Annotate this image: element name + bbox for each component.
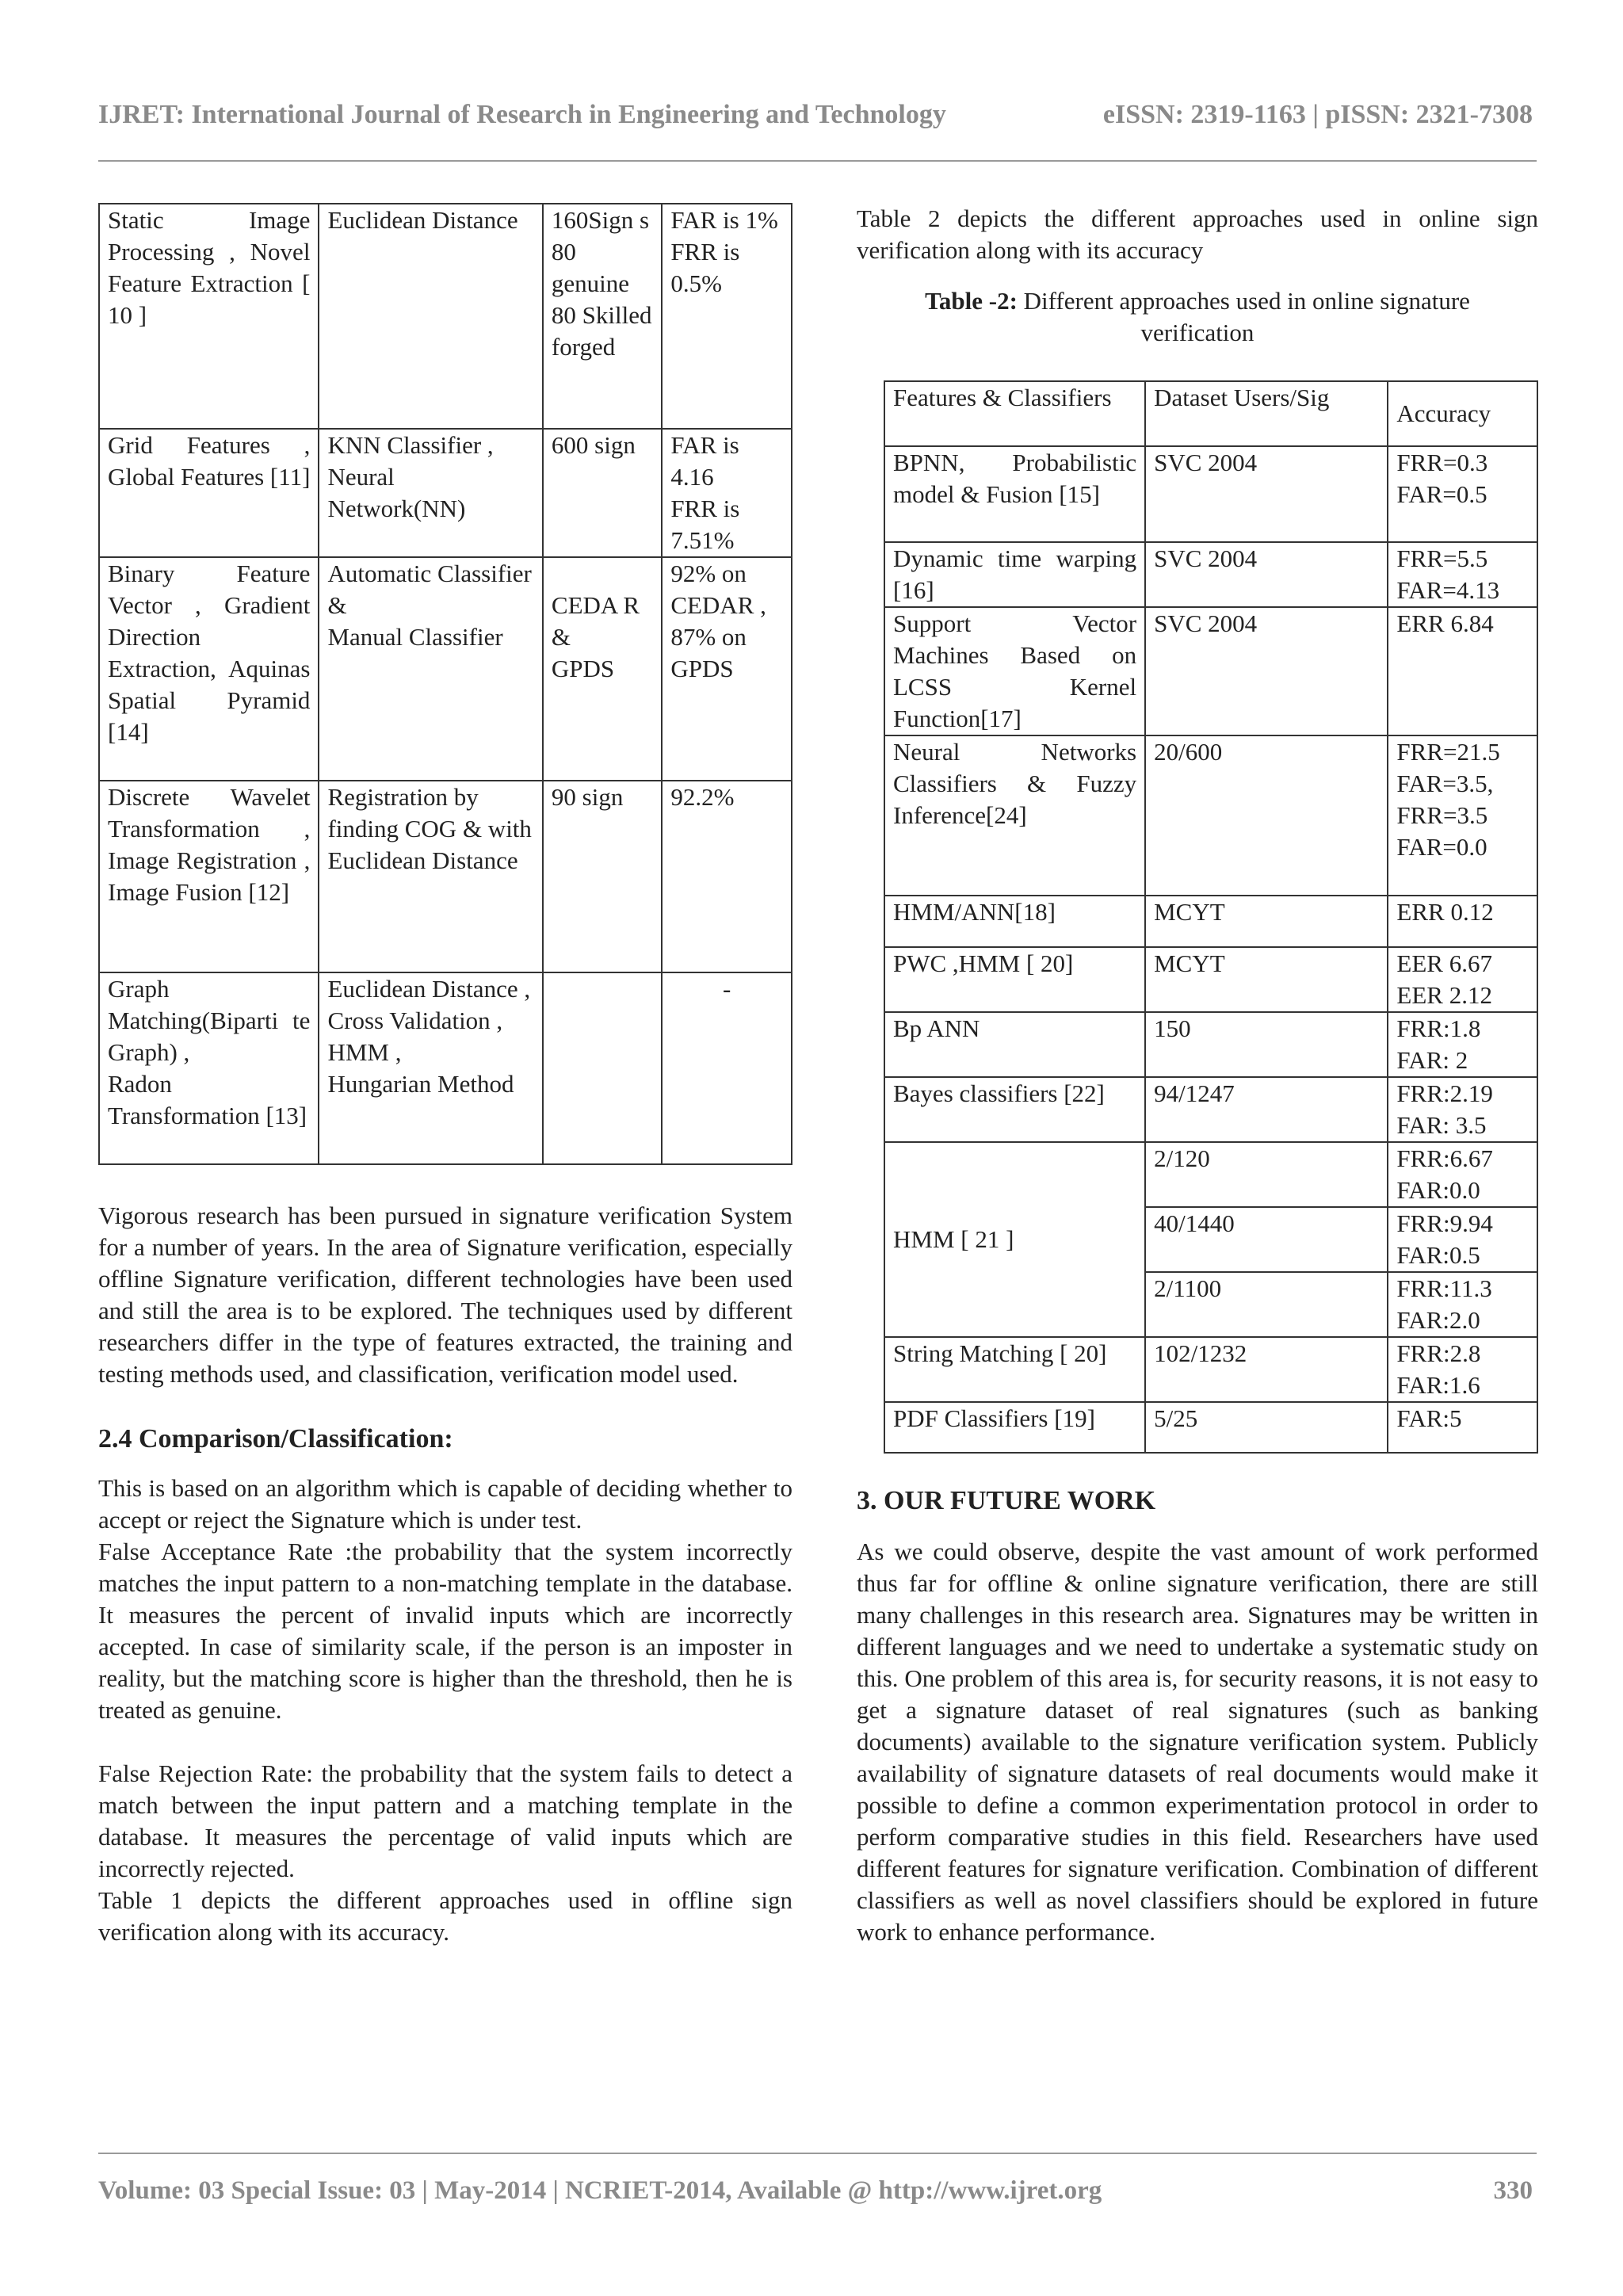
dataset-cell: SVC 2004 bbox=[1145, 446, 1388, 542]
dataset-cell: 102/1232 bbox=[1145, 1337, 1388, 1402]
features-cell: HMM/ANN[18] bbox=[884, 896, 1145, 947]
dataset-cell: 2/1100 bbox=[1145, 1272, 1388, 1337]
footer-rule bbox=[98, 2153, 1537, 2154]
accuracy-cell: FRR=5.5 FAR=4.13 bbox=[1388, 542, 1537, 607]
right-column bbox=[857, 203, 1538, 1948]
classifier-cell: Automatic Classifier & Manual Classifier bbox=[319, 557, 542, 781]
features-cell: PWC ,HMM [ 20] bbox=[884, 947, 1145, 1012]
page-number: 330 bbox=[1493, 2176, 1533, 2205]
accuracy-cell: 92.2% bbox=[662, 781, 792, 972]
table-row bbox=[884, 542, 1537, 607]
table-row bbox=[884, 896, 1537, 947]
offline-approaches-table bbox=[98, 203, 792, 1165]
dataset-cell: 160Sign s 80 genuine 80 Skilled forged bbox=[543, 204, 662, 429]
features-cell: PDF Classifiers [19] bbox=[884, 1402, 1145, 1453]
dataset-cell: 150 bbox=[1145, 1012, 1388, 1077]
journal-title: IJRET: International Journal of Research in Engineering and Technology bbox=[98, 100, 946, 129]
accuracy-cell: EER 6.67 EER 2.12 bbox=[1388, 947, 1537, 1012]
table-row bbox=[884, 1142, 1537, 1207]
body-paragraph: Table 2 depicts the different approaches used in online sign verification along with its accuracy bbox=[857, 204, 1538, 264]
body-paragraph: Table 1 depicts the different approaches used in offline sign verification along with its accuracy. bbox=[98, 1886, 792, 1946]
classifier-cell: KNN Classifier , Neural Network(NN) bbox=[319, 429, 542, 557]
features-cell: Dynamic time warping [16] bbox=[884, 542, 1145, 607]
accuracy-cell: FRR=21.5 FAR=3.5, FRR=3.5 FAR=0.0 bbox=[1388, 735, 1537, 896]
classifier-cell: Euclidean Distance , Cross Validation , HMM , Hungarian Method bbox=[319, 972, 542, 1164]
table-row bbox=[99, 204, 792, 429]
table-row bbox=[99, 781, 792, 972]
body-paragraph: Vigorous research has been pursued in signature verification System for a number of years. In the area of Signature verification, especially offline Signature verification, different technologies have been used and still the area is to be explored. The techniques used by different researchers differ in the type of features extracted, the training and testing methods used, and classification, verification model used. bbox=[98, 1201, 792, 1388]
features-cell: String Matching [ 20] bbox=[884, 1337, 1145, 1402]
body-paragraph: This is based on an algorithm which is capable of deciding whether to accept or reject the Signature which is under test. bbox=[98, 1474, 792, 1534]
accuracy-cell: FRR:1.8 FAR: 2 bbox=[1388, 1012, 1537, 1077]
accuracy-cell: - bbox=[662, 972, 792, 1164]
running-footer bbox=[98, 2176, 1533, 2206]
col-header-features: Features & Classifiers bbox=[884, 381, 1145, 446]
dataset-cell: 2/120 bbox=[1145, 1142, 1388, 1207]
dataset-cell: SVC 2004 bbox=[1145, 607, 1388, 735]
features-cell: Bayes classifiers [22] bbox=[884, 1077, 1145, 1142]
table-row bbox=[99, 557, 792, 781]
table-row bbox=[884, 735, 1537, 896]
method-cell: Binary Feature Vector , Gradient Direction Extraction, Aquinas Spatial Pyramid [14] bbox=[99, 557, 319, 781]
running-header bbox=[98, 100, 1533, 130]
accuracy-cell: FAR is 1% FRR is 0.5% bbox=[662, 204, 792, 429]
col-header-dataset: Dataset Users/Sig bbox=[1145, 381, 1388, 446]
volume-info: Volume: 03 Special Issue: 03 | May-2014 | NCRIET-2014, Available @ http://www.ijret.org bbox=[98, 2176, 1102, 2205]
features-cell: Support Vector Machines Based on LCSS Kernel Function[17] bbox=[884, 607, 1145, 735]
accuracy-cell: FAR:5 bbox=[1388, 1402, 1537, 1453]
body-paragraph: False Rejection Rate: the probability that the system fails to detect a match between the input pattern and a matching template in the database. It measures the percentage of valid inputs which are incorrectly rejected. bbox=[98, 1759, 792, 1882]
method-cell: Grid Features , Global Features [11] bbox=[99, 429, 319, 557]
accuracy-cell: ERR 6.84 bbox=[1388, 607, 1537, 735]
table-row bbox=[884, 1337, 1537, 1402]
dataset-cell: MCYT bbox=[1145, 896, 1388, 947]
accuracy-cell: FRR:2.8 FAR:1.6 bbox=[1388, 1337, 1537, 1402]
section-heading-3: 3. OUR FUTURE WORK bbox=[857, 1486, 1156, 1515]
body-paragraph: As we could observe, despite the vast amount of work performed thus far for offline & online signature verification, there are still many challenges in this research area. Signatures may be written in different languages and we need to undertake a systematic study on this. One problem of this area is, for security reasons, it is not easy to get a signature dataset of real signatures (such as banking documents) available to the signature verification system. Publicly availability of signature datasets of real documents would make it possible to define a common experimentation protocol in order to perform comparative studies in this field. Researchers have used different features for signature verification. Combination of different classifiers as well as novel classifiers should be explored in future work to enhance performance. bbox=[857, 1538, 1538, 1946]
table-row bbox=[884, 947, 1537, 1012]
dataset-cell bbox=[543, 972, 662, 1164]
accuracy-cell: ERR 0.12 bbox=[1388, 896, 1537, 947]
body-paragraph: False Acceptance Rate :the probability that the system incorrectly matches the input pattern to a non-matching template in the database. It measures the percent of invalid inputs which are incorrectly accepted. In case of similarity scale, if the person is an imposter in reality, but the matching score is higher than the threshold, then he is treated as genuine. bbox=[98, 1538, 792, 1724]
accuracy-cell: FRR:9.94 FAR:0.5 bbox=[1388, 1207, 1537, 1272]
header-rule bbox=[98, 160, 1537, 162]
features-cell: Bp ANN bbox=[884, 1012, 1145, 1077]
table-row bbox=[99, 972, 792, 1164]
method-cell: Discrete Wavelet Transformation , Image Registration , Image Fusion [12] bbox=[99, 781, 319, 972]
classifier-cell: Registration by finding COG & with Euclidean Distance bbox=[319, 781, 542, 972]
dataset-cell: MCYT bbox=[1145, 947, 1388, 1012]
table-row bbox=[884, 1077, 1537, 1142]
accuracy-cell: 92% on CEDAR , 87% on GPDS bbox=[662, 557, 792, 781]
caption-label: Table -2: bbox=[925, 287, 1018, 315]
dataset-cell: 20/600 bbox=[1145, 735, 1388, 896]
method-cell: Graph Matching(Biparti te Graph) , Radon Transformation [13] bbox=[99, 972, 319, 1164]
method-cell: Static Image Processing , Novel Feature Extraction [ 10 ] bbox=[99, 204, 319, 429]
left-column bbox=[98, 203, 792, 1948]
features-cell-hmm: HMM [ 21 ] bbox=[884, 1142, 1145, 1337]
issn: eISSN: 2319-1163 | pISSN: 2321-7308 bbox=[1102, 100, 1533, 129]
table-row bbox=[884, 1012, 1537, 1077]
dataset-cell: 90 sign bbox=[543, 781, 662, 972]
caption-text: Different approaches used in online signature verification bbox=[1017, 287, 1470, 346]
online-approaches-table bbox=[884, 380, 1538, 1454]
col-header-accuracy: Accuracy bbox=[1388, 381, 1537, 446]
section-heading-2-4: 2.4 Comparison/Classification: bbox=[98, 1424, 453, 1454]
classifier-cell: Euclidean Distance bbox=[319, 204, 542, 429]
dataset-cell: 5/25 bbox=[1145, 1402, 1388, 1453]
table-row bbox=[884, 607, 1537, 735]
dataset-cell: 40/1440 bbox=[1145, 1207, 1388, 1272]
dataset-cell: 94/1247 bbox=[1145, 1077, 1388, 1142]
table-header-row bbox=[884, 381, 1537, 446]
accuracy-cell: FRR:6.67 FAR:0.0 bbox=[1388, 1142, 1537, 1207]
accuracy-cell: FRR:2.19 FAR: 3.5 bbox=[1388, 1077, 1537, 1142]
accuracy-cell: FRR:11.3 FAR:2.0 bbox=[1388, 1272, 1537, 1337]
accuracy-cell: FRR=0.3 FAR=0.5 bbox=[1388, 446, 1537, 542]
dataset-cell: 600 sign bbox=[543, 429, 662, 557]
accuracy-cell: FAR is 4.16 FRR is 7.51% bbox=[662, 429, 792, 557]
dataset-cell: SVC 2004 bbox=[1145, 542, 1388, 607]
table-row bbox=[99, 429, 792, 557]
features-cell: BPNN, Probabilistic model & Fusion [15] bbox=[884, 446, 1145, 542]
table-row bbox=[884, 446, 1537, 542]
features-cell: Neural Networks Classifiers & Fuzzy Inference[24] bbox=[884, 735, 1145, 896]
table-row bbox=[884, 1402, 1537, 1453]
table-caption bbox=[857, 285, 1538, 349]
dataset-cell: CEDA R & GPDS bbox=[543, 557, 662, 781]
